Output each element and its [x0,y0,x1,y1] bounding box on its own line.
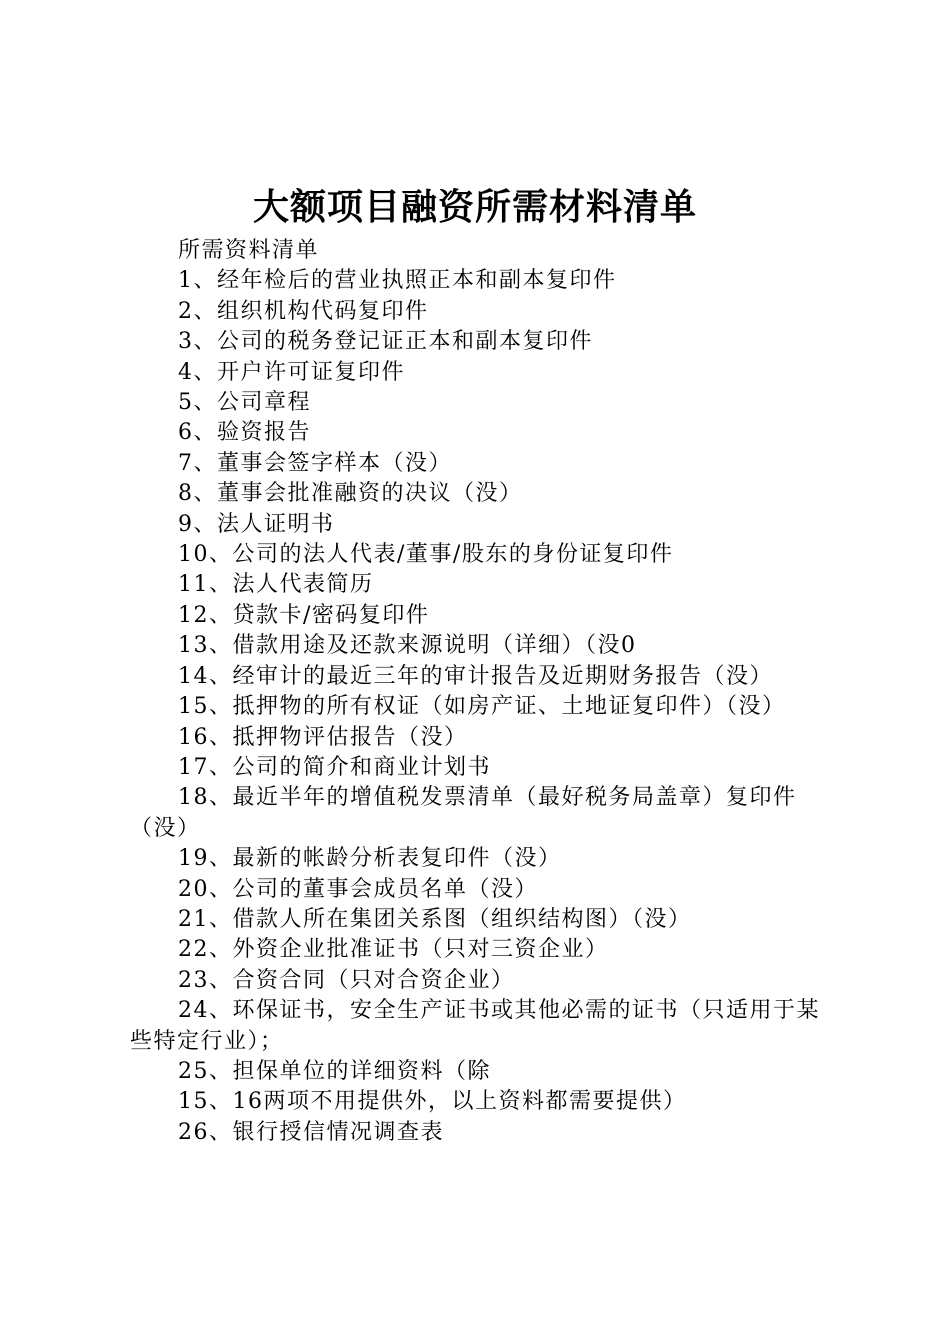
list-item: 17、公司的简介和商业计划书 [178,754,491,780]
list-item: 1、经年检后的营业执照正本和副本复印件 [178,268,617,294]
document-title: 大额项目融资所需材料清单 [252,187,697,228]
list-item: 15、抵押物的所有权证（如房产证、土地证复印件）（没） [178,694,786,720]
list-item: 18、最近半年的增值税发票清单（最好税务局盖章）复印件（没） [130,785,797,841]
list-item: 15、16两项不用提供外，以上资料都需要提供） [178,1089,687,1115]
list-item: 24、环保证书，安全生产证书或其他必需的证书（只适用于某些特定行业）； [130,998,820,1054]
list-item: 12、贷款卡/密码复印件 [178,602,430,628]
list-item: 26、银行授信情况调查表 [178,1119,444,1145]
list-item: 16、抵押物评估报告（没） [178,724,468,750]
list-item: 19、最新的帐龄分析表复印件（没） [178,846,562,872]
list-item: 25、担保单位的详细资料（除 [178,1058,491,1084]
list-item: 6、验资报告 [178,420,311,446]
paragraph-heading: 所需资料清单 [178,238,320,263]
list-item: 2、组织机构代码复印件 [178,298,429,324]
list-item: 11、法人代表简历 [178,572,374,598]
list-item: 8、董事会批准融资的决议（没） [178,481,523,507]
list-item: 3、公司的税务登记证正本和副本复印件 [178,329,593,355]
list-item: 23、合资合同（只对合资企业） [178,967,515,993]
document-body [130,236,830,1148]
list-item: 9、法人证明书 [178,511,335,537]
list-item: 22、外资企业批准证书（只对三资企业） [178,937,609,963]
list-item: 4、开户许可证复印件 [178,359,405,385]
list-item: 10、公司的法人代表/董事/股东的身份证复印件 [178,542,674,568]
list-item: 21、借款人所在集团关系图（组织结构图）（没） [178,906,692,932]
list-item: 5、公司章程 [178,390,311,416]
list-item: 7、董事会签字样本（没） [178,450,452,476]
list-item: 20、公司的董事会成员名单（没） [178,876,538,902]
list-item: 13、借款用途及还款来源说明（详细）（没0 [178,633,637,659]
list-item: 14、经审计的最近三年的审计报告及近期财务报告（没） [178,663,773,689]
